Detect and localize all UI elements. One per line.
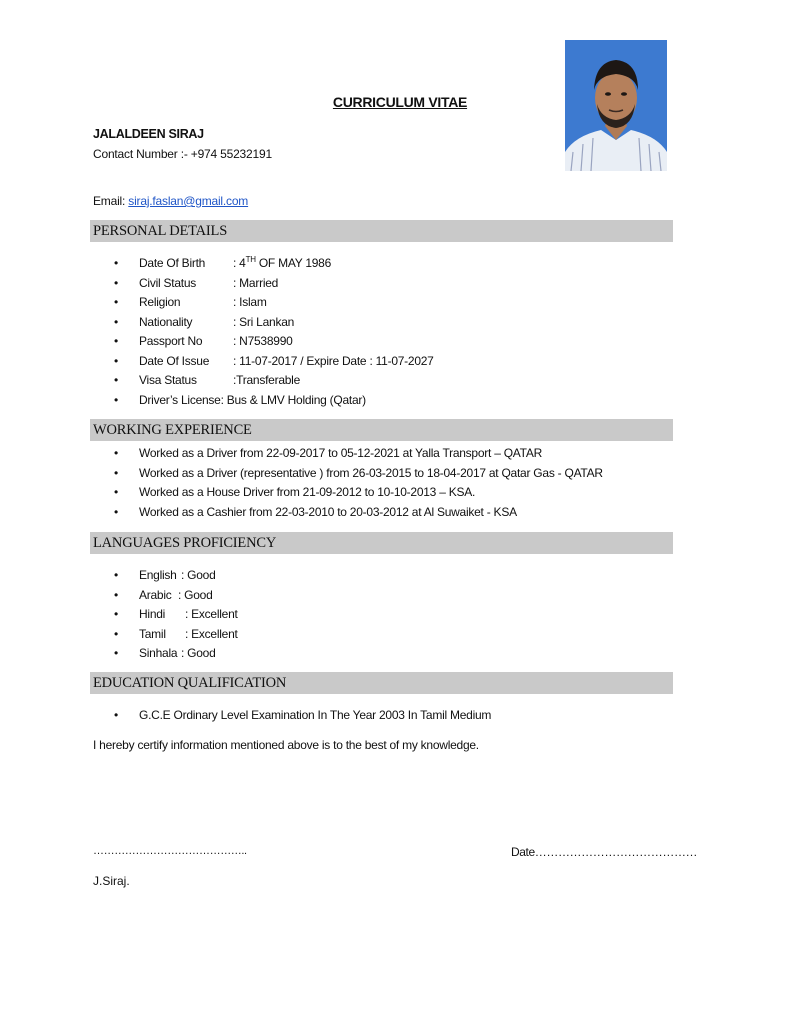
field-label: Religion [139, 295, 181, 309]
bullet-icon: • [114, 465, 118, 480]
list-item [114, 254, 434, 274]
field-value: : Married [233, 275, 279, 290]
language-name: Tamil [139, 626, 166, 641]
field-value: : 11-07-2017 / Expire Date : 11-07-2027 [233, 353, 434, 368]
list-item [114, 483, 603, 503]
bullet-icon: • [114, 256, 118, 270]
language-name: Arabic [139, 587, 172, 602]
field-value-tail: OF MAY 1986 [255, 256, 332, 270]
bullet-icon: • [114, 485, 118, 499]
bullet-icon: • [114, 587, 118, 602]
language-name: English [139, 568, 177, 582]
field-label: Date Of Birth [139, 256, 206, 270]
field-label: Date Of Issue [139, 353, 210, 368]
education-text: G.C.E Ordinary Level Examination In The Year 2003 In Tamil Medium [139, 708, 492, 722]
bullet-icon: • [114, 504, 118, 519]
applicant-name: JALALDEEN SIRAJ [93, 127, 204, 141]
bullet-icon: • [114, 607, 118, 621]
languages-list [114, 566, 238, 664]
field-label: Nationality [139, 314, 193, 329]
bullet-icon: • [114, 626, 118, 641]
list-item [114, 352, 434, 372]
bullet-icon: • [114, 373, 118, 387]
list-item [114, 464, 603, 484]
list-item [114, 706, 491, 726]
experience-text: Worked as a Driver from 22-09-2017 to 05-12-2021 at Yalla Transport – QATAR [139, 446, 543, 460]
list-item [114, 625, 238, 645]
email-link[interactable]: siraj.faslan@gmail.com [128, 194, 249, 208]
personal-details-list [114, 254, 434, 410]
signature-line: …………………………………….. [93, 845, 247, 857]
field-label: Visa Status [139, 373, 197, 387]
list-item [114, 371, 434, 391]
bullet-icon: • [114, 275, 118, 290]
list-item [114, 566, 238, 586]
language-level: : Good [181, 568, 216, 582]
list-item [114, 274, 434, 294]
language-level: : Excellent [185, 607, 238, 621]
education-list [114, 706, 491, 726]
document-title: CURRICULUM VITAE [332, 94, 468, 110]
language-name: Sinhala [139, 646, 178, 660]
section-heading-personal: PERSONAL DETAILS [90, 220, 673, 242]
signature-name: J.Siraj. [93, 874, 130, 888]
field-value: : Sri Lankan [233, 314, 295, 329]
field-label: Passport No [139, 334, 203, 348]
language-level: : Good [181, 646, 216, 660]
date-line: Date…………………………………… [511, 845, 698, 859]
list-item [114, 332, 434, 352]
field-value: : Islam [233, 295, 267, 309]
list-item [114, 644, 238, 664]
list-item [114, 605, 238, 625]
field-value: :Transferable [233, 373, 301, 387]
work-experience-list [114, 444, 603, 522]
section-heading-work: WORKING EXPERIENCE [90, 419, 673, 441]
certification-statement: I hereby certify information mentioned above is to the best of my knowledge. [93, 738, 479, 752]
experience-text: Worked as a House Driver from 21-09-2012 to 10-10-2013 – KSA. [139, 485, 476, 499]
bullet-icon: • [114, 568, 118, 582]
experience-text: Worked as a Driver (representative ) from 26-03-2015 to 18-04-2017 at Qatar Gas - QATAR [139, 465, 603, 480]
list-item [114, 503, 603, 523]
list-item [114, 293, 434, 313]
experience-text: Worked as a Cashier from 22-03-2010 to 20-03-2012 at Al Suwaiket - KSA [139, 504, 517, 519]
bullet-icon: • [114, 708, 118, 722]
email-line [93, 194, 248, 208]
field-value-superscript: TH [245, 255, 256, 264]
section-heading-education: EDUCATION QUALIFICATION [90, 672, 673, 694]
bullet-icon: • [114, 334, 118, 348]
language-level: : Good [178, 587, 213, 602]
bullet-icon: • [114, 646, 118, 660]
bullet-icon: • [114, 314, 118, 329]
list-item [114, 586, 238, 606]
list-item [114, 444, 603, 464]
field-value: Bus & LMV Holding (Qatar) [223, 392, 366, 407]
list-item [114, 313, 434, 333]
bullet-icon: • [114, 295, 118, 309]
bullet-icon: • [114, 392, 118, 407]
field-value: : 4 [233, 256, 246, 270]
field-label: Driver’s License: [139, 392, 224, 407]
section-heading-languages: LANGUAGES PROFICIENCY [90, 532, 673, 554]
language-level: : Excellent [185, 626, 238, 641]
field-label: Civil Status [139, 275, 197, 290]
contact-number: Contact Number :- +974 55232191 [93, 147, 272, 161]
language-name: Hindi [139, 607, 166, 621]
bullet-icon: • [114, 446, 118, 460]
bullet-icon: • [114, 353, 118, 368]
email-label: Email: [93, 194, 129, 208]
list-item [114, 391, 434, 411]
field-value: : N7538990 [233, 334, 293, 348]
